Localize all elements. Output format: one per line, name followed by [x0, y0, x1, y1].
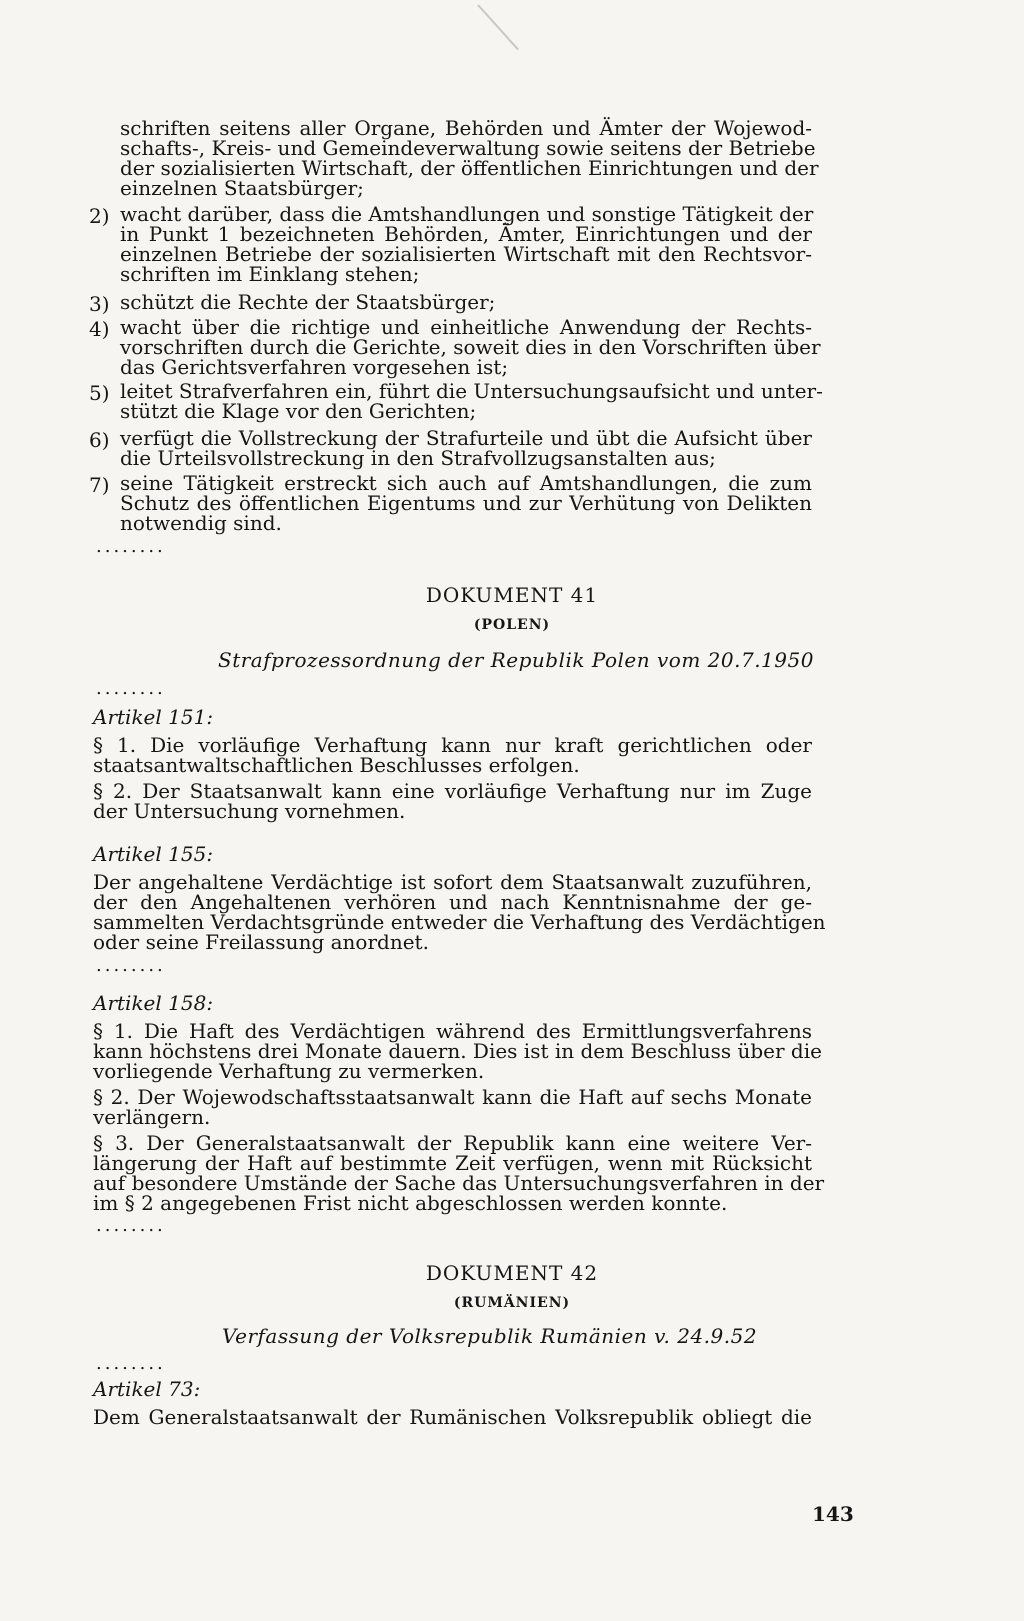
- text-line: § 1. Die vorläufige Verhaftung kann nur kraft gerichtlichen oder: [93, 733, 812, 757]
- article-heading: Artikel 155:: [93, 842, 214, 866]
- text-line: verfügt die Vollstreckung der Strafurteile und übt die Aufsicht über: [120, 426, 812, 450]
- text-line: der Untersuchung vornehmen.: [93, 799, 406, 823]
- list-number: 5): [89, 381, 110, 405]
- article-heading: Artikel 158:: [93, 991, 214, 1015]
- document-law-title: Verfassung der Volksrepublik Rumänien v. 24.9.52: [222, 1324, 758, 1348]
- text-line: auf besondere Umstände der Sache das Untersuchungsverfahren in der: [93, 1171, 825, 1195]
- text-line: einzelnen Staatsbürger;: [120, 176, 364, 200]
- document-law-title: Strafprozessordnung der Republik Polen vom 20.7.1950: [218, 648, 814, 672]
- list-number: 3): [89, 292, 110, 316]
- ellipsis-separator: ........: [96, 536, 166, 557]
- text-line: § 3. Der Generalstaatsanwalt der Republik kann eine weitere Ver-: [93, 1131, 812, 1155]
- text-line: wacht darüber, dass die Amtshandlungen und sonstige Tätigkeit der: [120, 202, 814, 226]
- text-line: in Punkt 1 bezeichneten Behörden, Ämter, Einrichtungen und der: [120, 222, 812, 246]
- text-line: vorliegende Verhaftung zu vermerken.: [93, 1059, 485, 1083]
- page-edge-mark: [477, 4, 519, 50]
- text-line: das Gerichtsverfahren vorgesehen ist;: [120, 355, 509, 379]
- text-line: leitet Strafverfahren ein, führt die Untersuchungsaufsicht und unter-: [120, 379, 823, 403]
- text-line: schriften seitens aller Organe, Behörden und Ämter der Wojewod-: [120, 116, 812, 140]
- text-line: § 1. Die Haft des Verdächtigen während des Ermittlungsverfahrens: [93, 1019, 812, 1043]
- text-line: der sozialisierten Wirtschaft, der öffentlichen Einrichtungen und der: [120, 156, 819, 180]
- text-line: § 2. Der Staatsanwalt kann eine vorläufige Verhaftung nur im Zuge: [93, 779, 812, 803]
- text-line: vorschriften durch die Gerichte, soweit dies in den Vorschriften über: [120, 335, 821, 359]
- list-number: 4): [89, 317, 110, 341]
- text-line: im § 2 angegebenen Frist nicht abgeschlossen werden konnte.: [93, 1191, 728, 1215]
- text-line: der den Angehaltenen verhören und nach Kenntnisnahme der ge-: [93, 890, 812, 914]
- list-number: 7): [89, 473, 110, 497]
- text-line: längerung der Haft auf bestimmte Zeit verfügen, wenn mit Rücksicht: [93, 1151, 812, 1175]
- page-number: 143: [812, 1502, 854, 1526]
- text-line: Der angehaltene Verdächtige ist sofort dem Staatsanwalt zuzuführen,: [93, 870, 812, 894]
- article-heading: Artikel 73:: [93, 1377, 201, 1401]
- text-line: Schutz des öffentlichen Eigentums und zur Verhütung von Delikten: [120, 491, 812, 515]
- text-line: seine Tätigkeit erstreckt sich auch auf Amtshandlungen, die zum: [120, 471, 812, 495]
- text-line: oder seine Freilassung anordnet.: [93, 930, 429, 954]
- text-line: einzelnen Betriebe der sozialisierten Wirtschaft mit den Rechtsvor-: [120, 242, 812, 266]
- list-number: 2): [89, 204, 110, 228]
- article-heading: Artikel 151:: [93, 705, 214, 729]
- text-line: sammelten Verdachtsgründe entweder die Verhaftung des Verdächtigen: [93, 910, 826, 934]
- list-number: 6): [89, 428, 110, 452]
- ellipsis-separator: ........: [96, 1353, 166, 1374]
- ellipsis-separator: ........: [96, 955, 166, 976]
- text-line: Dem Generalstaatsanwalt der Rumänischen Volksrepublik obliegt die: [93, 1405, 812, 1429]
- document-country: (RUMÄNIEN): [453, 1295, 571, 1311]
- text-line: staatsantwaltschaftlichen Beschlusses erfolgen.: [93, 753, 580, 777]
- text-line: verlängern.: [93, 1105, 211, 1129]
- text-line: schafts-, Kreis- und Gemeindeverwaltung sowie seitens der Betriebe: [120, 136, 816, 160]
- text-line: wacht über die richtige und einheitliche Anwendung der Rechts-: [120, 315, 812, 339]
- document-title: DOKUMENT 42: [425, 1261, 599, 1285]
- ellipsis-separator: ........: [96, 678, 166, 699]
- text-line: stützt die Klage vor den Gerichten;: [120, 399, 477, 423]
- text-line: schützt die Rechte der Staatsbürger;: [120, 290, 496, 314]
- document-country: (POLEN): [473, 617, 551, 633]
- ellipsis-separator: ........: [96, 1215, 166, 1236]
- text-line: § 2. Der Wojewodschaftsstaatsanwalt kann die Haft auf sechs Monate: [93, 1085, 812, 1109]
- text-line: die Urteilsvollstreckung in den Strafvollzugsanstalten aus;: [120, 446, 716, 470]
- text-line: notwendig sind.: [120, 511, 282, 535]
- document-title: DOKUMENT 41: [425, 583, 599, 607]
- text-line: kann höchstens drei Monate dauern. Dies ist in dem Beschluss über die: [93, 1039, 822, 1063]
- text-line: schriften im Einklang stehen;: [120, 262, 420, 286]
